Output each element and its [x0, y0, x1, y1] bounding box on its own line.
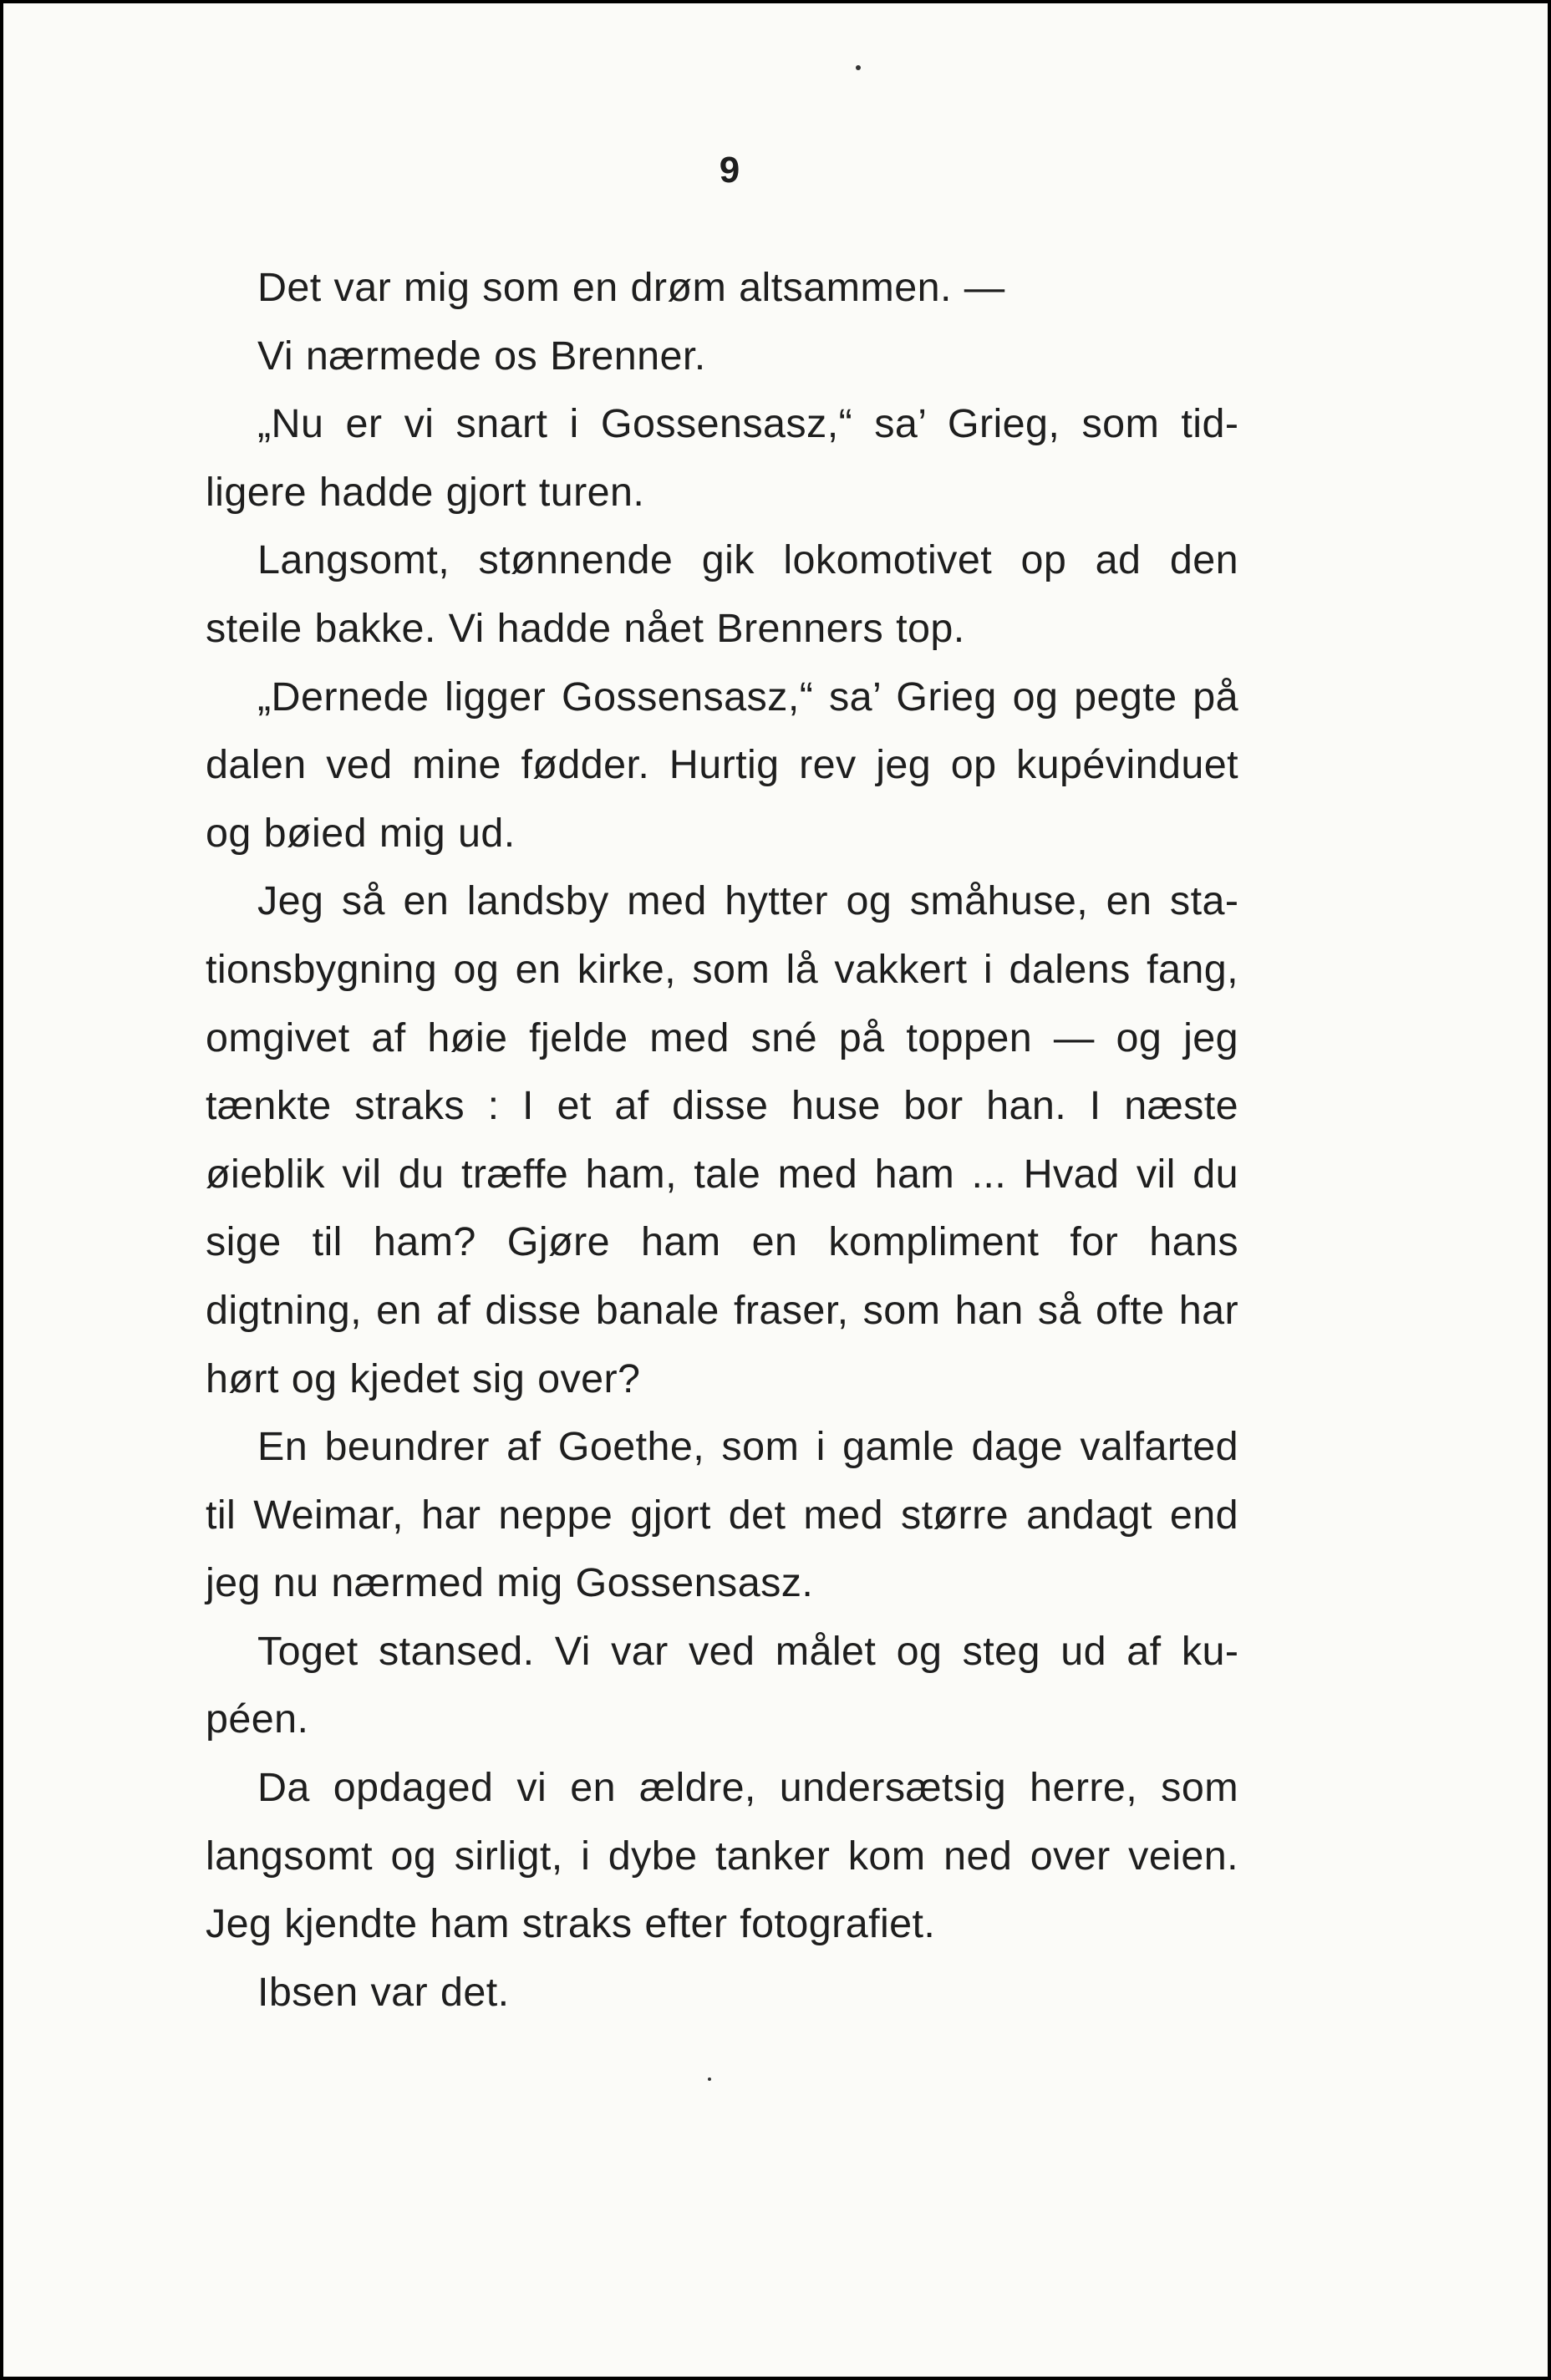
- ink-speck: [708, 2077, 711, 2081]
- paragraph: „Nu er vi snart i Gossensasz,“ sa’ Grieg, som tidligere hadde gjort turen.: [206, 401, 1238, 515]
- paragraph: Ibsen var det.: [257, 1969, 510, 2015]
- page-number: 9: [719, 150, 740, 191]
- paragraph: Da opdaged vi en ældre, undersætsig herre, som langsomt og sirligt, i dybe tanker kom ned over veien. Jeg kjendte ham straks efter fotografiet.: [206, 1765, 1238, 1947]
- paragraph: „Dernede ligger Gossensasz,“ sa’ Grieg og pegte på dalen ved mine fødder. Hurtig rev jeg op kupévinduet og bøied mig ud.: [206, 674, 1238, 856]
- ink-speck: [856, 65, 861, 70]
- paragraph: Langsomt, stønnende gik lokomotivet op ad den steile bakke. Vi hadde nået Brenners top.: [206, 537, 1238, 651]
- book-page: [3, 3, 1548, 2377]
- paragraph: En beundrer af Goethe, som i gamle dage valfarted til Weimar, har neppe gjort det med større andagt end jeg nu nærmed mig Gossensasz.: [206, 1424, 1238, 1606]
- paragraph: Vi nærmede os Brenner.: [257, 333, 706, 379]
- paragraph: Det var mig som en drøm altsammen. —: [257, 265, 1005, 310]
- paragraph: Toget stansed. Vi var ved målet og steg ud af kupéen.: [206, 1628, 1238, 1742]
- paragraph: Jeg så en landsby med hytter og småhuse, en stationsbygning og en kirke, som lå vakkert i dalens fang, omgivet af høie fjelde med sné på toppen — og jeg tænkte straks : I et af disse huse bor han. I næste øieblik vil du træffe ham, tale med ham ... Hvad vil du sige til ham? Gjøre ham en kompliment for hans digtning, en af disse banale fraser, som han så ofte har hørt og kjedet sig over?: [206, 878, 1238, 1401]
- body-text: [206, 254, 1238, 2027]
